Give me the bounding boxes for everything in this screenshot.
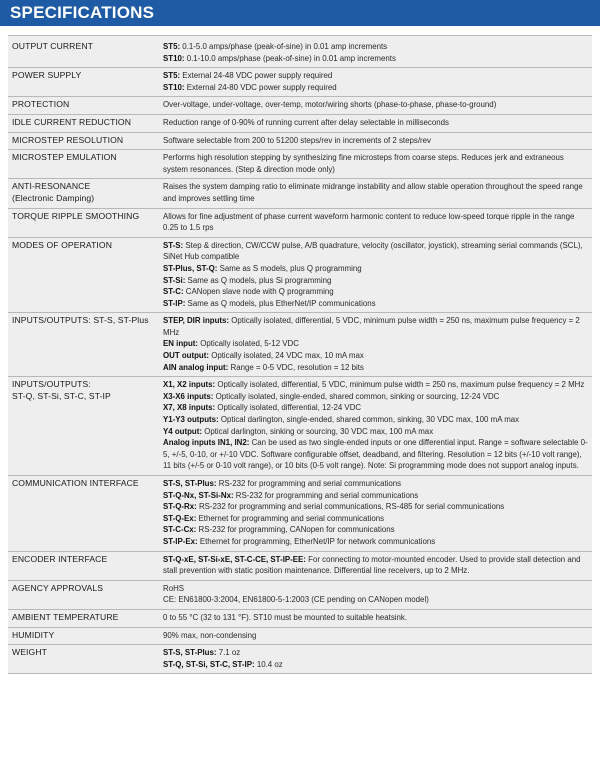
spec-value-line <box>163 524 588 536</box>
spec-value-text: Optically isolated, 24 VDC max, 10 mA max <box>209 351 364 361</box>
specifications-table <box>8 36 592 673</box>
spec-value-line <box>163 630 588 642</box>
spec-value <box>159 114 592 132</box>
spec-value <box>159 132 592 150</box>
spec-value-text: RS-232 for programming and serial communications <box>216 479 402 488</box>
spec-value <box>159 68 592 97</box>
spec-value-line <box>163 583 588 595</box>
spec-value <box>159 377 592 476</box>
spec-value-key: Y4 output: <box>163 426 203 436</box>
spec-label-text: OUTPUT CURRENT <box>12 41 93 51</box>
spec-value-line <box>163 152 588 175</box>
spec-value-text: 0.1-5.0 amps/phase (peak-of-sine) in 0.01 amp increments <box>180 42 388 51</box>
spec-value <box>159 36 592 68</box>
spec-label <box>8 627 159 645</box>
spec-label-text: MICROSTEP RESOLUTION <box>12 134 124 145</box>
spec-value-line <box>163 659 588 671</box>
spec-value-text: Optically isolated, 5-12 VDC <box>198 339 299 349</box>
spec-value-line <box>163 402 588 414</box>
spec-value-line <box>163 501 588 513</box>
spec-label <box>8 36 159 68</box>
spec-label <box>8 208 159 237</box>
spec-value-key: X7, X8 inputs: <box>163 403 216 413</box>
spec-label <box>8 237 159 313</box>
spec-value-text: 0.1-10.0 amps/phase (peak-of-sine) in 0.01 amp increments <box>184 53 396 63</box>
spec-value-key: OUT output: <box>163 351 210 361</box>
spec-label-text: AMBIENT TEMPERATURE <box>12 611 119 622</box>
spec-label <box>8 97 159 115</box>
spec-value-line <box>163 53 588 65</box>
spec-value-key: ST-S, ST-Plus: <box>163 648 217 658</box>
spec-value-line <box>163 338 588 350</box>
spec-row <box>8 97 592 115</box>
spec-value <box>159 208 592 237</box>
spec-value-text: External 24-80 VDC power supply required <box>184 82 337 92</box>
spec-value-key: ST-Si: <box>163 275 186 285</box>
spec-value-text: Optically isolated, differential, 5 VDC, minimum pulse width = 250 ns, maximum pulse frequency = 2 MHz <box>215 380 585 390</box>
spec-label-text: ENCODER INTERFACE <box>12 553 108 564</box>
spec-value-text: RS-232 for programming, CANopen for communications <box>196 525 395 535</box>
spec-label-text: TORQUE RIPPLE SMOOTHING <box>12 210 140 221</box>
spec-value-line <box>163 362 588 374</box>
spec-value-line <box>163 379 588 391</box>
spec-value-line <box>163 647 588 659</box>
spec-label <box>8 377 159 476</box>
spec-row <box>8 551 592 580</box>
spec-label-text: (Electronic Damping) <box>12 192 95 203</box>
spec-row <box>8 68 592 97</box>
spec-value-text: Same as Q models, plus Si programming <box>185 275 332 285</box>
spec-label <box>8 476 159 552</box>
spec-value-line <box>163 490 588 502</box>
spec-value-text: Software selectable from 200 to 51200 steps/rev in increments of 2 steps/rev <box>163 135 431 145</box>
spec-value-key: ST-Plus, ST-Q: <box>163 263 218 273</box>
spec-value <box>159 97 592 115</box>
spec-value-text: Optically isolated, single-ended, shared common, sinking or sourcing, 12-24 VDC <box>213 391 500 401</box>
spec-value-key: AIN analog input: <box>163 362 229 372</box>
specifications-table-body <box>8 36 592 673</box>
spec-value-line <box>163 594 588 606</box>
spec-row <box>8 208 592 237</box>
spec-label <box>8 551 159 580</box>
spec-value-line <box>163 240 588 263</box>
spec-row <box>8 179 592 208</box>
spec-value-text: Allows for fine adjustment of phase current waveform harmonic content to reduce low-speed torque ripple in the range 0.25 to 1.5 rps <box>163 211 575 233</box>
spec-label <box>8 609 159 627</box>
spec-value-key: ST-C: <box>163 287 184 297</box>
spec-value-key: ST-S: <box>163 240 184 250</box>
spec-value-text: Over-voltage, under-voltage, over-temp, motor/wiring shorts (phase-to-phase, phase-to-ground) <box>163 100 497 110</box>
spec-value-key: Analog inputs IN1, IN2: <box>163 438 250 448</box>
spec-label-text: IDLE CURRENT REDUCTION <box>12 116 132 127</box>
spec-value-text: Optical darlington, sinking or sourcing, 30 VDC max, 100 mA max <box>202 426 434 436</box>
spec-row <box>8 114 592 132</box>
spec-value-text: External 24-48 VDC power supply required <box>180 71 333 81</box>
spec-value-text: Range = 0-5 VDC, resolution = 12 bits <box>228 362 364 372</box>
spec-value <box>159 476 592 552</box>
spec-value-key: ST10: <box>163 82 185 92</box>
spec-value-key: ST-Q-xE, ST-Si-xE, ST-C-CE, ST-IP-EE: <box>163 554 306 564</box>
spec-row <box>8 580 592 609</box>
spec-label-text: MICROSTEP EMULATION <box>12 152 117 163</box>
spec-value-text: Same as Q models, plus EtherNet/IP communications <box>185 298 376 308</box>
spec-value-text: Can be used as two single-ended inputs or one differential input. Range = software selectable 0-5, +/-5, 0-10, or +/-10 VDC. Software configurable offset, deadband, and filtering. Resolution = 12 bits (+/-10 volt range), 11 bits (+/-5 or 0-10 volt range), or 10 bits (0-5 volt range). Note: Si programming mode does not support analog inputs. <box>163 438 588 471</box>
spec-value <box>159 580 592 609</box>
spec-value-key: ST10: <box>163 53 185 63</box>
spec-value <box>159 627 592 645</box>
spec-value-key: X3-X6 inputs: <box>163 391 214 401</box>
spec-value-line <box>163 286 588 298</box>
spec-value-line <box>163 99 588 111</box>
spec-value <box>159 551 592 580</box>
spec-value-text: Optically isolated, differential, 5 VDC, minimum pulse width = 250 ns, maximum pulse frequency = 2 MHz <box>163 316 580 337</box>
spec-value-text: Optical darlington, single-ended, shared common, sinking, 30 VDC max, 100 mA max <box>218 415 520 425</box>
spec-label <box>8 313 159 377</box>
spec-value-text: CE: EN61800-3:2004, EN61800-5-1:2003 (CE pending on CANopen model) <box>163 595 429 605</box>
spec-value-key: ST-Q-Nx, ST-Si-Nx: <box>163 490 234 500</box>
spec-label <box>8 150 159 179</box>
spec-value-line <box>163 350 588 362</box>
spec-value-line <box>163 612 588 624</box>
spec-value-key: ST-IP: <box>163 298 186 308</box>
spec-value-line <box>163 70 588 82</box>
spec-row <box>8 627 592 645</box>
spec-row <box>8 237 592 313</box>
spec-value-text: 7.1 oz <box>216 648 241 658</box>
spec-value-key: ST-Q, ST-Si, ST-C, ST-IP: <box>163 659 255 669</box>
spec-value <box>159 313 592 377</box>
spec-value-line <box>163 513 588 525</box>
spec-value-text: 10.4 oz <box>254 659 283 669</box>
spec-value-line <box>163 536 588 548</box>
spec-value-line <box>163 181 588 204</box>
spec-value-line <box>163 414 588 426</box>
spec-value-text: RS-232 for programming and serial communications <box>233 490 419 500</box>
spec-row <box>8 609 592 627</box>
spec-label-text: HUMIDITY <box>12 629 55 640</box>
spec-value-key: ST5: <box>163 42 181 51</box>
spec-row <box>8 377 592 476</box>
spec-label-text: INPUTS/OUTPUTS: ST-S, ST-Plus <box>12 315 149 326</box>
spec-value-text: Same as S models, plus Q programming <box>217 263 362 273</box>
spec-value-key: ST-S, ST-Plus: <box>163 479 217 488</box>
spec-row <box>8 476 592 552</box>
spec-label <box>8 645 159 674</box>
page-title: SPECIFICATIONS <box>10 3 155 22</box>
spec-value-line <box>163 426 588 438</box>
spec-value-key: STEP, DIR inputs: <box>163 316 230 326</box>
spec-label-text: PROTECTION <box>12 99 70 110</box>
spec-value-line <box>163 82 588 94</box>
spec-value-text: Raises the system damping ratio to eliminate midrange instability and allow stable operation throughout the speed range and improves settling time <box>163 182 583 203</box>
spec-value-key: ST-Q-Ex: <box>163 513 197 523</box>
spec-value-key: ST-C-Cx: <box>163 525 197 535</box>
spec-value-line <box>163 315 588 338</box>
spec-value-text: Ethernet for programming and serial communications <box>196 513 385 523</box>
section-header <box>0 0 600 26</box>
spec-label <box>8 179 159 208</box>
specifications-table-container <box>8 35 592 674</box>
spec-value-text: CANopen slave node with Q programming <box>183 287 334 297</box>
spec-value-text: Step & direction, CW/CCW pulse, A/B quadrature, velocity (oscillator, joystick), streaming serial commands (SCL), SiNet Hub compatible <box>163 240 583 262</box>
spec-row <box>8 150 592 179</box>
spec-value-line <box>163 41 588 53</box>
spec-row <box>8 132 592 150</box>
spec-value <box>159 150 592 179</box>
spec-label-text: AGENCY APPROVALS <box>12 582 104 593</box>
spec-row <box>8 645 592 674</box>
spec-value-line <box>163 298 588 310</box>
spec-label-text: POWER SUPPLY <box>12 70 82 81</box>
spec-value-text: RoHS <box>163 583 185 593</box>
spec-value-line <box>163 478 588 490</box>
spec-label <box>8 114 159 132</box>
spec-value <box>159 609 592 627</box>
spec-label-text: MODES OF OPERATION <box>12 239 112 250</box>
spec-value-text: 0 to 55 °C (32 to 131 °F). ST10 must be mounted to suitable heatsink. <box>163 612 408 622</box>
spec-label <box>8 580 159 609</box>
spec-value-key: ST5: <box>163 71 181 81</box>
spec-value-text: RS-232 for programming and serial communications, RS-485 for serial communications <box>196 502 505 512</box>
spec-label-text: WEIGHT <box>12 647 47 658</box>
spec-value-key: X1, X2 inputs: <box>163 380 216 390</box>
spec-value-key: Y1-Y3 outputs: <box>163 415 219 425</box>
spec-value-key: ST-IP-Ex: <box>163 536 198 546</box>
spec-label-text: COMMUNICATION INTERFACE <box>12 478 139 488</box>
spec-value-text: For connecting to motor-mounted encoder. Used to provide stall detection and stall prevention with static position maintenance. Differential line receivers, up to 2 MHz. <box>163 554 581 576</box>
spec-value <box>159 237 592 313</box>
spec-label-text: INPUTS/OUTPUTS: <box>12 379 91 390</box>
spec-value-line <box>163 391 588 403</box>
spec-label-text: ST-Q, ST-Si, ST-C, ST-IP <box>12 390 111 401</box>
spec-value-line <box>163 211 588 234</box>
spec-value-text: Optically isolated, differential, 12-24 VDC <box>215 403 362 413</box>
spec-value <box>159 179 592 208</box>
spec-value-text: Reduction range of 0-90% of running current after delay selectable in milliseconds <box>163 117 449 127</box>
spec-value-text: Ethernet for programming, EtherNet/IP for network communications <box>197 536 436 546</box>
spec-value-line <box>163 554 588 577</box>
spec-value-line <box>163 263 588 275</box>
spec-value-key: EN input: <box>163 339 199 349</box>
spec-value-text: Performs high resolution stepping by synthesizing fine microsteps from coarse steps. Reduces jerk and extraneous system resonances. (Step & direction mode only) <box>163 153 564 174</box>
spec-label-text: ANTI-RESONANCE <box>12 181 91 192</box>
spec-value-line <box>163 437 588 472</box>
spec-value <box>159 645 592 674</box>
spec-value-line <box>163 275 588 287</box>
spec-value-line <box>163 117 588 129</box>
spec-label <box>8 68 159 97</box>
spec-label <box>8 132 159 150</box>
spec-value-key: ST-Q-Rx: <box>163 502 197 512</box>
spec-row <box>8 313 592 377</box>
spec-value-text: 90% max, non-condensing <box>163 630 257 640</box>
spec-row <box>8 36 592 68</box>
spec-value-line <box>163 135 588 147</box>
